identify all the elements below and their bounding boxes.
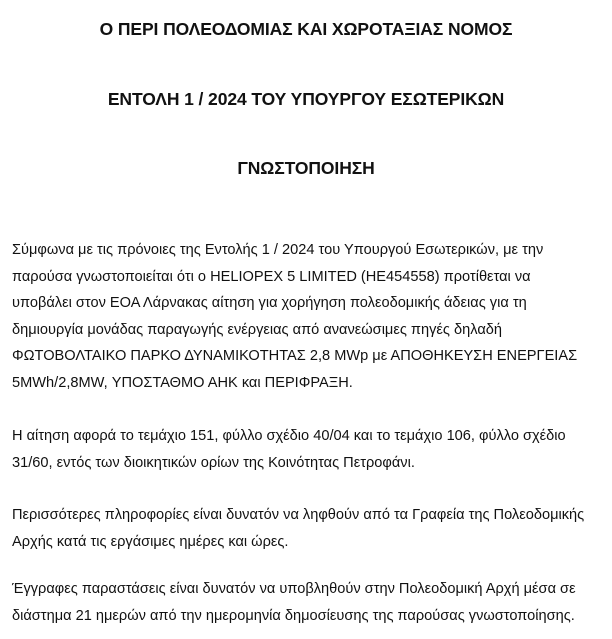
text-line: Η αίτηση αφορά το τεμάχιο 151, φύλλο σχέδιο 40/04 και το τεμάχιο 106, φύλλο σχέδιο	[12, 428, 566, 444]
text-line: διάστημα 21 ημερών από την ημερομηνία δημοσίευσης της παρούσας γνωστοποίησης.	[12, 607, 575, 624]
information-paragraph	[12, 502, 612, 555]
application-paragraph	[12, 237, 612, 396]
text-line: υποβάλει στον ΕΟΑ Λάρνακας αίτηση για χορήγηση πολεοδομικής άδειας για τη	[12, 295, 527, 311]
text-line: Έγγραφες παραστάσεις είναι δυνατόν να υποβληθούν στην Πολεοδομική Αρχή μέσα σε	[12, 581, 576, 597]
order-title: ΕΝΤΟΛΗ 1 / 2024 ΤΟΥ ΥΠΟΥΡΓΟΥ ΕΣΩΤΕΡΙΚΩΝ	[107, 89, 505, 109]
text-line: δημιουργία μονάδας παραγωγής ενέργειας από ανανεώσιμες πηγές δηλαδή	[12, 321, 503, 338]
notice-title: ΓΝΩΣΤΟΠΟΙΗΣΗ	[237, 158, 375, 178]
text-line: Αρχής κατά τις εργάσιμες ημέρες και ώρες.	[12, 533, 289, 550]
text-line: παρούσα γνωστοποιείται ότι ο HELIOPEX 5 LIMITED (HE454558) προτίθεται να	[12, 268, 531, 285]
text-line: Σύμφωνα με τις πρόνοιες της Εντολής 1 / 2024 του Υπουργού Εσωτερικών, με την	[12, 242, 544, 258]
text-line: ΦΩΤΟΒΟΛΤΑΙΚΟ ΠΑΡΚΟ ΔΥΝΑΜΙΚΟΤΗΤΑΣ 2,8 MWp με ΑΠΟΘΗΚΕΥΣΗ ΕΝΕΡΓΕΙΑΣ	[12, 348, 578, 364]
text-line: 31/60, εντός των διοικητικών ορίων της Κοινότητας Πετροφάνι.	[12, 454, 415, 471]
text-line: Περισσότερες πληροφορίες είναι δυνατόν να ληφθούν από τα Γραφεία της Πολεοδομικής	[12, 507, 585, 523]
plot-paragraph	[12, 423, 612, 476]
law-title: Ο ΠΕΡΙ ΠΟΛΕΟΔΟΜΙΑΣ ΚΑΙ ΧΩΡΟΤΑΞΙΑΣ ΝΟΜΟΣ	[99, 19, 513, 39]
text-line: 5MWh/2,8MW, ΥΠΟΣΤΑΘΜΟ ΑΗΚ και ΠΕΡΙΦΡΑΞΗ.	[12, 374, 353, 391]
objections-paragraph	[12, 576, 612, 629]
